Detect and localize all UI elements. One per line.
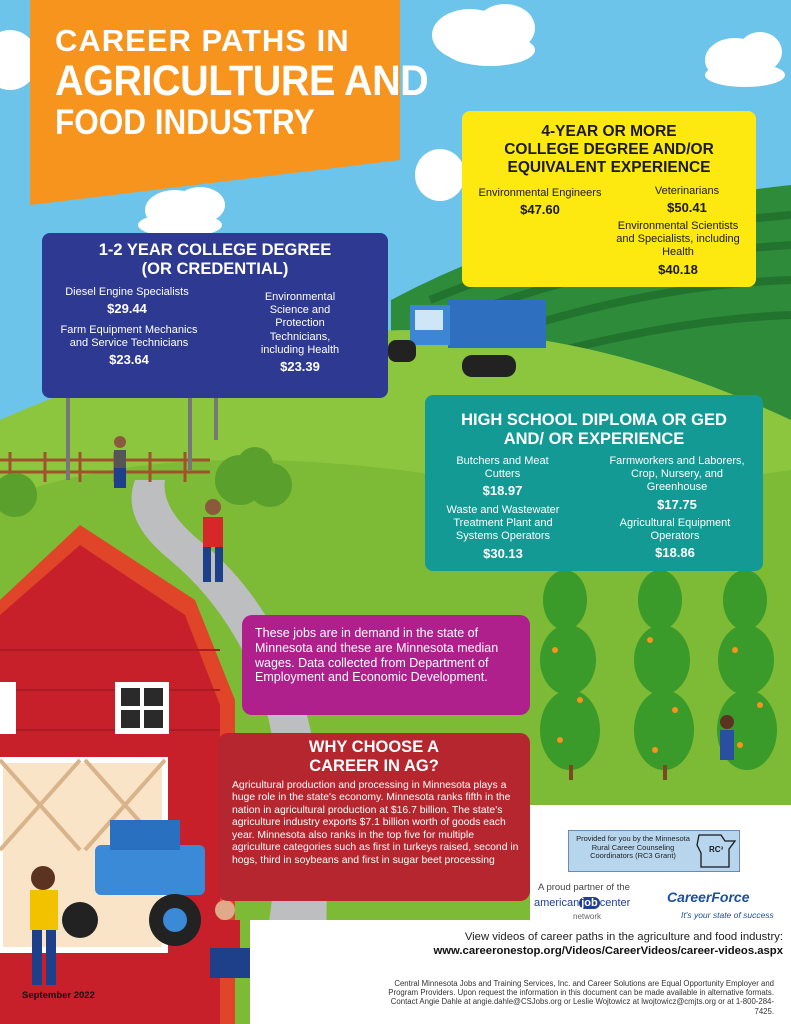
- partner-label: A proud partner of the: [538, 882, 630, 893]
- publication-date: September 2022: [22, 990, 95, 1001]
- job-wage: $17.75: [657, 496, 697, 512]
- highschool-heading-line-1: HIGH SCHOOL DIPLOMA OR GED: [461, 411, 727, 429]
- rc3-text: Provided for you by the Minnesota Rural Career Counseling Coordinators (RC3 Grant): [576, 834, 690, 861]
- ajc-logo-part-2: job: [581, 897, 598, 909]
- degree-heading-line-1: 4-YEAR OR MORE: [541, 123, 677, 140]
- highschool-heading: [425, 411, 763, 449]
- college-degree-box: [42, 233, 388, 398]
- ajc-logo-part-1: american: [534, 897, 580, 909]
- job-wage: $47.60: [520, 202, 560, 218]
- job-wage: $18.86: [655, 545, 695, 561]
- job-title: Butchers and Meat Cutters: [456, 455, 549, 481]
- rc3-logo-text: RC³: [709, 845, 724, 854]
- job-wage: $23.64: [109, 352, 149, 368]
- job-wage: $50.41: [667, 200, 707, 216]
- job-wastewater-operators: [433, 504, 573, 561]
- four-year-degree-box: [462, 111, 756, 287]
- ajc-logo-part-3: center: [599, 897, 631, 909]
- careerforce-tagline: It's your state of success: [681, 910, 774, 920]
- american-job-center-logo: [534, 897, 630, 909]
- title-line-2: AGRICULTURE AND: [55, 57, 429, 105]
- footer-disclaimer: Central Minnesota Jobs and Training Services, Inc. and Career Solutions are Equal Opportunity Employer and Program Providers. Upon request the information in this document can be made available in alternative formats. Contact Angie Dahle at angie.dahle@CSJobs.org or Leslie Wojtowicz at lwojtowicz@cmjts.org or at 1-800-284-7425.: [388, 979, 774, 1016]
- job-title: Veterinarians: [654, 185, 720, 197]
- job-environmental-engineers: [470, 187, 610, 218]
- college-heading: [42, 241, 388, 279]
- rc3-box: [568, 830, 740, 872]
- why-heading-line-1: WHY CHOOSE A: [308, 738, 440, 756]
- job-title: Agricultural Equipment Operators: [619, 517, 731, 543]
- careerforce-logo: CareerForce: [667, 889, 750, 905]
- why-choose-box: [218, 733, 530, 901]
- page-title: [55, 25, 461, 140]
- job-title: Environmental Science and Protection Technicians, including Health: [260, 291, 340, 356]
- job-title: Diesel Engine Specialists: [65, 286, 189, 298]
- job-wage: $23.39: [280, 358, 320, 374]
- job-farmworkers: [607, 455, 747, 512]
- job-environmental-technicians: [256, 291, 344, 375]
- job-wage: $30.13: [483, 545, 523, 561]
- title-line-1: CAREER PATHS IN: [55, 23, 350, 58]
- high-school-box: [425, 395, 763, 571]
- why-heading-line-2: CAREER IN AG?: [309, 756, 439, 775]
- job-title: Farmworkers and Laborers, Crop, Nursery, and Greenhouse: [609, 455, 745, 494]
- ajc-network-text: network: [573, 912, 602, 921]
- demand-note-box: [242, 615, 530, 715]
- demand-note-text: These jobs are in demand in the state of Minnesota and these are Minnesota median wages. Data collected from Department of Employment and Economic Development.: [255, 626, 499, 685]
- highschool-heading-line-2: AND/ OR EXPERIENCE: [503, 429, 685, 448]
- job-wage: $40.18: [658, 261, 698, 277]
- college-heading-line-2: (OR CREDENTIAL): [141, 259, 289, 278]
- job-wage: $29.44: [107, 301, 147, 317]
- title-line-3: FOOD INDUSTRY: [55, 103, 315, 142]
- job-title: Farm Equipment Mechanics and Service Technicians: [60, 324, 198, 350]
- videos-text: View videos of career paths in the agriculture and food industry:: [464, 931, 783, 943]
- degree-heading-line-2: COLLEGE DEGREE AND/OR: [504, 140, 714, 158]
- job-diesel-engine: [52, 286, 202, 317]
- job-environmental-scientists: [608, 220, 748, 277]
- job-butchers: [445, 455, 560, 499]
- degree-heading-line-3: EQUIVALENT EXPERIENCE: [507, 158, 711, 176]
- college-heading-line-1: 1-2 YEAR COLLEGE DEGREE: [98, 241, 332, 259]
- job-veterinarians: [632, 185, 742, 216]
- videos-link[interactable]: www.careeronestop.org/Videos/CareerVideos/career-videos.aspx: [433, 945, 783, 957]
- job-title: Environmental Scientists and Specialists, including Health: [616, 220, 740, 259]
- job-agricultural-equipment-operators: [615, 517, 735, 561]
- job-title: Waste and Wastewater Treatment Plant and Systems Operators: [446, 504, 560, 543]
- why-body-text: Agricultural production and processing in Minnesota plays a huge role in the state's economy. Minnesota ranks fifth in the nation in agricultural production at $16.7 billion. The state's agriculture industry exports $7.1 billion worth of goods each year. Minnesota also ranks in the top five for multiple agriculture categories such as first in turkeys raised, second in hogs, third in soybeans and first in sugar beet processing: [232, 780, 519, 866]
- job-wage: $18.97: [482, 483, 523, 499]
- degree-heading: [462, 123, 756, 176]
- why-heading: [218, 738, 530, 776]
- job-farm-equipment: [54, 324, 204, 368]
- job-title: Environmental Engineers: [478, 187, 602, 199]
